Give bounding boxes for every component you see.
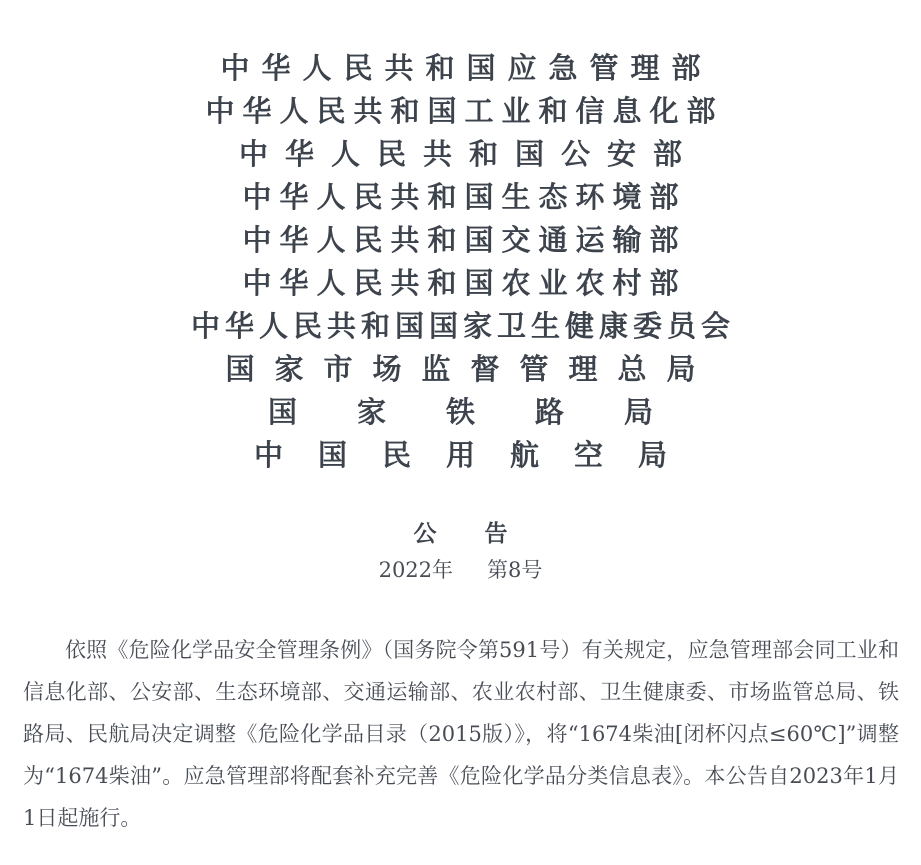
ministry-line: 国家市场监督管理总局: [225, 352, 716, 386]
ministry-line: 中华人民共和国工业和信息化部: [205, 94, 724, 128]
ministry-line: 中华人民共和国应急管理部: [220, 51, 713, 85]
ministry-line: 国家铁路局: [267, 395, 713, 429]
ministry-line: 中华人民共和国农业农村部: [242, 266, 687, 300]
ministry-line: 中华人民共和国公安部: [238, 137, 699, 171]
issue-year: 2022年: [378, 558, 454, 582]
body-paragraph: 依照《危险化学品安全管理条例》（国务院令第591号）有关规定，应急管理部会同工业和信息化部、公安部、生态环境部、交通运输部、农业农村部、卫生健康委、市场监管总局、铁路局、民航局决定调整《危险化学品目录（2015版）》，将“1674柴油[闭杯闪点≤60℃]”调整为“1674柴油”。应急管理部将配套补充完善《危险化学品分类信息表》。本公告自2023年1月1日起施行。: [23, 638, 899, 830]
ministry-line: 中国民用航空局: [253, 438, 702, 472]
body-block: [23, 629, 899, 839]
ministry-line: 中华人民共和国交通运输部: [242, 223, 687, 257]
ministry-line: 中华人民共和国国家卫生健康委员会: [190, 309, 735, 343]
notice-title: 公告: [413, 520, 556, 547]
issue-number: 第8号: [487, 558, 543, 582]
issue-line: [0, 556, 921, 584]
ministry-line: 中华人民共和国生态环境部: [242, 180, 687, 214]
